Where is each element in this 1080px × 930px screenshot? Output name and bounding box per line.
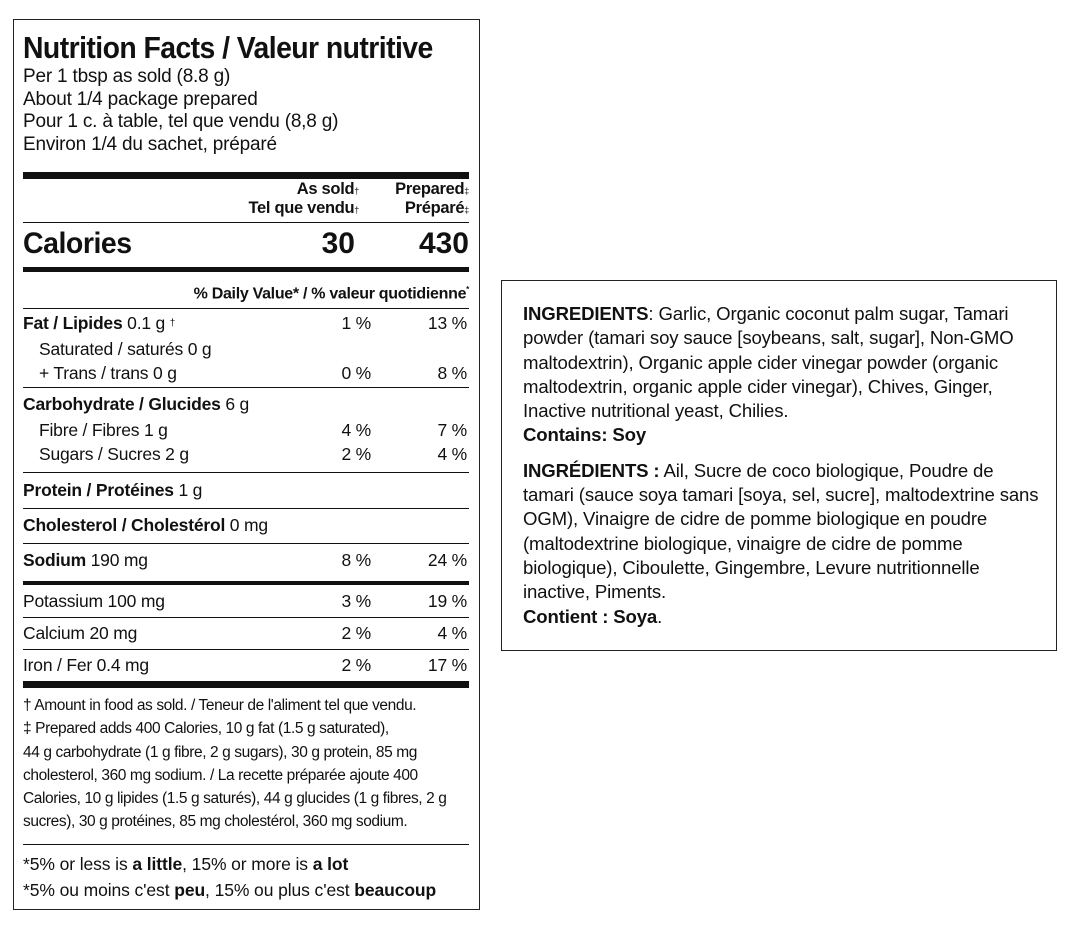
daily-value-header: % Daily Value* / % valeur quotidienne* [193, 285, 469, 303]
nutrient-row-protein: Protein / Protéines 1 g [23, 480, 203, 500]
dv-prepared: 7 % [437, 420, 467, 440]
divider-thin [23, 387, 469, 388]
footnote-line: † Amount in food as sold. / Teneur de l'aliment tel que vendu. [23, 697, 417, 714]
divider-thick [23, 681, 469, 688]
nutrient-row-cholesterol: Cholesterol / Cholestérol 0 mg [23, 515, 268, 535]
footnote-line: Calories, 10 g lipides (1.5 g saturés), 44 g glucides (1 g fibres, 2 g [23, 790, 447, 808]
dv-as-sold: 2 % [341, 444, 371, 464]
dv-prepared: 24 % [427, 550, 467, 570]
dv-prepared: 13 % [427, 313, 467, 333]
nutrient-row-saturated: Saturated / saturés 0 g [39, 339, 212, 359]
nutrition-grid [23, 20, 469, 909]
dv-as-sold: 1 % [341, 313, 371, 333]
nutrient-row-sodium: Sodium 190 mg 8 % 24 % [23, 550, 467, 570]
dv-as-sold: 4 % [341, 420, 371, 440]
legend-fr: *5% ou moins c'est peu, 15% ou plus c'est beaucoup [23, 880, 437, 900]
footnotes [23, 694, 469, 834]
serving-line: Pour 1 c. à table, tel que vendu (8,8 g) [23, 111, 339, 132]
nutrient-row-iron: Iron / Fer 0.4 mg 2 % 17 % [23, 655, 467, 675]
ingredients-en: INGREDIENTS: Garlic, Organic coconut palm sugar, Tamari powder (tamari soy sauce [soybeans, salt, sugar], Non-GMO maltodextrin), Organic apple cider vinegar powder (organic maltodextrin, organic apple cider vinegar), Chives, Ginger, Inactive nutritional yeast, Chilies. Contains: Soy [523, 303, 1014, 446]
nutrient-row-trans: + Trans / trans 0 g 0 % 8 % [39, 363, 467, 383]
contains-fr: Contient : Soya [523, 605, 658, 627]
nutrient-row-carbohydrate: Carbohydrate / Glucides 6 g [23, 394, 250, 414]
daily-value-legend [23, 851, 469, 903]
footnote-line: 44 g carbohydrate (1 g fibre, 2 g sugars), 30 g protein, 85 mg [23, 743, 417, 761]
divider-medium [23, 581, 469, 585]
footnote-line: sucres), 30 g protéines, 85 mg cholestérol, 360 mg sodium. [23, 813, 408, 831]
divider-thin [23, 472, 469, 473]
dv-prepared: 4 % [437, 444, 467, 464]
legend-en: *5% or less is a little, 15% or more is a lot [23, 854, 349, 874]
serving-line: About 1/4 package prepared [23, 88, 258, 110]
dv-prepared: 8 % [437, 363, 467, 383]
divider-medium [23, 267, 469, 272]
divider-thin [23, 222, 469, 223]
col-prepared-header: Prepared‡ Préparé‡ [395, 180, 469, 217]
serving-line: Environ 1/4 du sachet, préparé [23, 133, 277, 155]
ingredients-text [523, 302, 1043, 629]
nutrient-row-sugars: Sugars / Sucres 2 g 2 % 4 % [39, 444, 467, 464]
divider-thin [23, 508, 469, 509]
divider-thin [23, 308, 469, 309]
nutrient-row-fat: Fat / Lipides 0.1 g † 1 % 13 % [23, 313, 467, 333]
col-as-sold-header: As sold† Tel que vendu† [248, 180, 359, 217]
dv-as-sold: 3 % [341, 591, 371, 611]
dv-as-sold: 2 % [341, 655, 371, 675]
dv-prepared: 17 % [427, 655, 467, 675]
dv-prepared: 4 % [437, 623, 467, 643]
dv-as-sold: 8 % [341, 550, 371, 570]
ingredients-fr: INGRÉDIENTS : Ail, Sucre de coco biologique, Poudre de tamari (sauce soya tamari [soya, sel, sucre], maltodextrine sans OGM), Vinaigre de cidre de pomme biologique en poudre (maltodextrine biologique, vinaigre de cidre de pomme biologique), Ciboulette, Gingembre, Levure nutritionnelle inactive, Piments. Contient : Soya. [523, 459, 1039, 627]
calories-label: Calories [23, 227, 132, 260]
dv-as-sold: 2 % [341, 623, 371, 643]
calories-as-sold: 30 [321, 227, 355, 260]
ingredients-panel [501, 280, 1057, 651]
divider-thick [23, 172, 469, 179]
divider-thin [23, 543, 469, 544]
footnote-line: ‡ Prepared adds 400 Calories, 10 g fat (1.5 g saturated), [23, 720, 389, 738]
divider-thin [23, 844, 469, 845]
dv-as-sold: 0 % [341, 363, 371, 383]
contains-en: Contains: Soy [523, 424, 647, 446]
nutrient-row-potassium: Potassium 100 mg 3 % 19 % [23, 591, 467, 611]
dv-prepared: 19 % [427, 591, 467, 611]
footnote-line: cholesterol, 360 mg sodium. / La recette préparée ajoute 400 [23, 766, 418, 784]
nutrient-row-calcium: Calcium 20 mg 2 % 4 % [23, 623, 467, 643]
serving-line: Per 1 tbsp as sold (8.8 g) [23, 66, 231, 87]
calories-prepared: 430 [418, 227, 469, 260]
nutrient-row-fibre: Fibre / Fibres 1 g 4 % 7 % [39, 420, 467, 440]
nutrition-facts-panel [13, 19, 480, 910]
divider-thin [23, 617, 469, 618]
nutrition-title: Nutrition Facts / Valeur nutritive [23, 31, 433, 65]
divider-thin [23, 649, 469, 650]
